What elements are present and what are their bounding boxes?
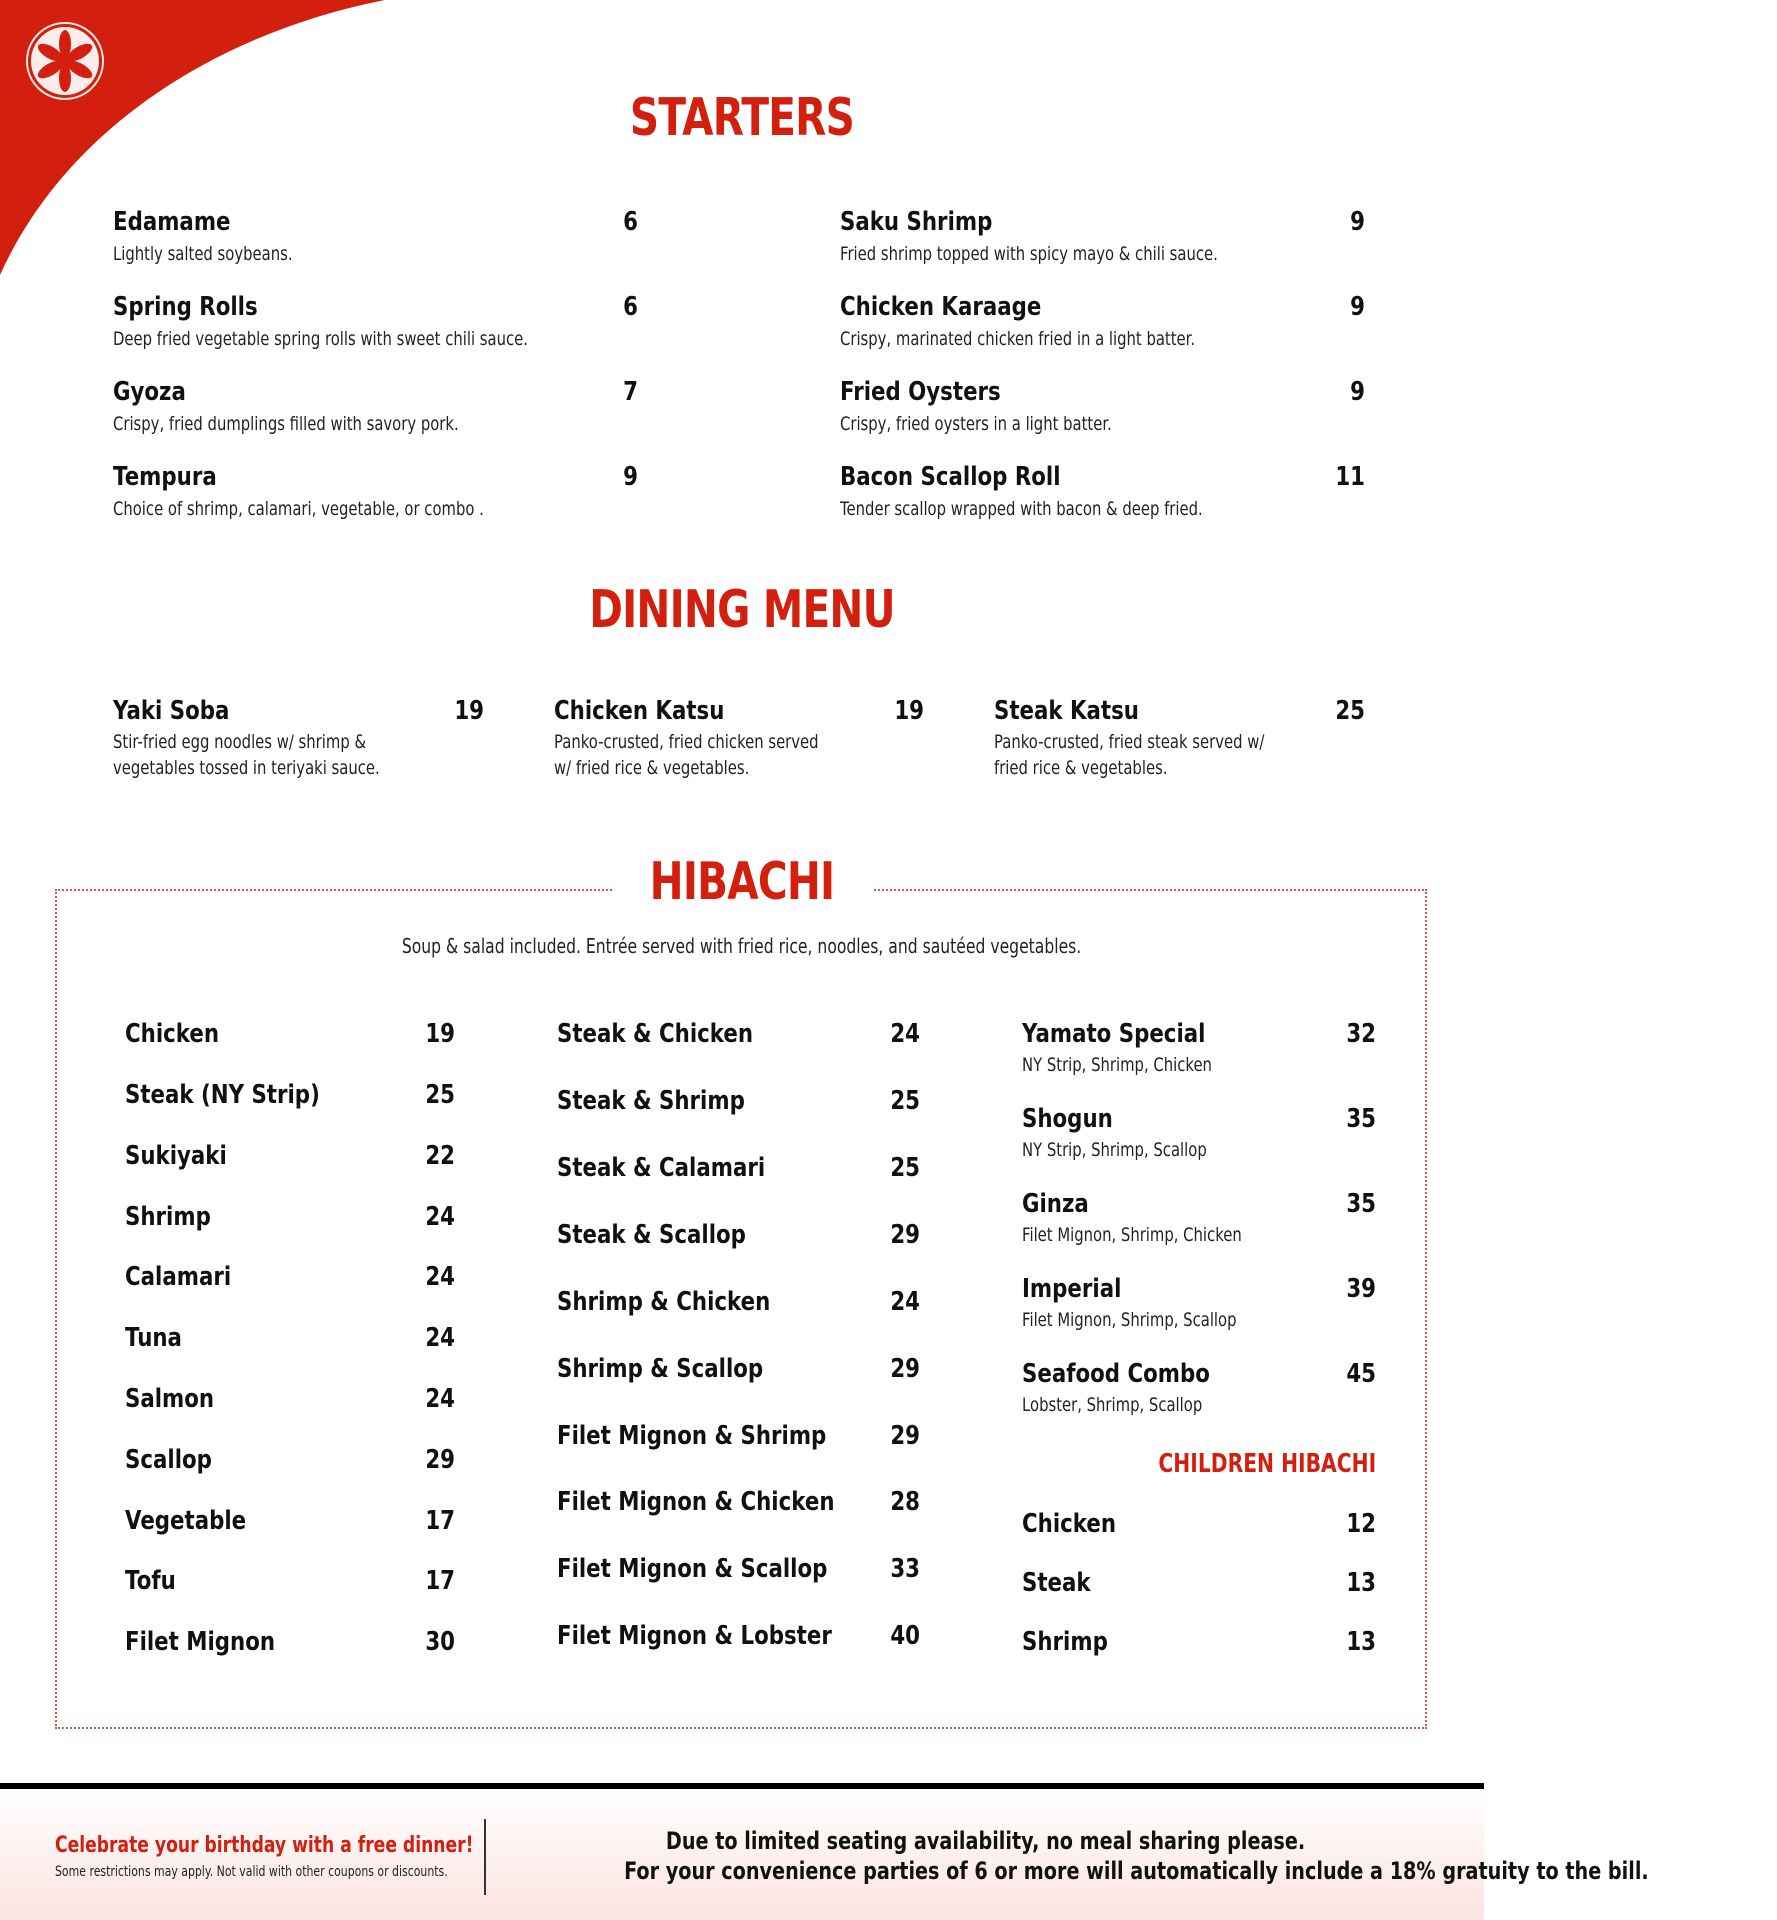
seating-notice-text: Due to limited seating availability, no meal sharing please. <box>666 1827 1306 1855</box>
menu-item-price: 24 <box>890 1019 920 1049</box>
menu-item-name: Ginza <box>1022 1189 1089 1219</box>
children-hibachi-title: CHILDREN HIBACHI <box>1158 1449 1376 1479</box>
menu-item-price: 39 <box>1346 1274 1376 1304</box>
menu-item-price: 9 <box>623 462 638 492</box>
menu-item-price: 9 <box>1350 377 1365 407</box>
menu-item-name: Chicken <box>1022 1509 1117 1539</box>
seating-notice <box>496 1827 1476 1855</box>
menu-item-price: 29 <box>890 1354 920 1384</box>
menu-item-price: 7 <box>623 377 638 407</box>
menu-item-price: 24 <box>425 1202 455 1232</box>
menu-item-price: 6 <box>623 207 638 237</box>
footer-divider <box>484 1819 486 1895</box>
menu-item-price: 24 <box>425 1323 455 1353</box>
menu-item-name: Filet Mignon <box>125 1627 276 1657</box>
menu-item-name: Sukiyaki <box>125 1141 227 1171</box>
menu-item-price: 17 <box>425 1566 455 1596</box>
menu-item-desc: Panko-crusted, fried chicken served w/ fried rice & vegetables. <box>554 731 819 779</box>
menu-item-price: 45 <box>1346 1359 1376 1389</box>
menu-item-price: 9 <box>1350 292 1365 322</box>
menu-item-name: Steak (NY Strip) <box>125 1080 320 1110</box>
menu-item-desc: Stir-fried egg noodles w/ shrimp & vegetables tossed in teriyaki sauce. <box>113 731 380 779</box>
flower-crest-icon <box>27 23 103 99</box>
menu-item-name: Fried Oysters <box>840 377 1001 407</box>
menu-item-name: Filet Mignon & Lobster <box>557 1621 832 1651</box>
menu-item-desc: Tender scallop wrapped with bacon & deep fried. <box>840 498 1203 520</box>
menu-item-desc: Fried shrimp topped with spicy mayo & chili sauce. <box>840 243 1218 265</box>
menu-item-name: Steak <box>1022 1568 1091 1598</box>
birthday-promo-title: Celebrate your birthday with a free dinner! <box>55 1833 474 1858</box>
gratuity-notice-text: For your convenience parties of 6 or more will automatically include a 18% gratuity to the bill. <box>624 1857 1649 1885</box>
hibachi-title: HIBACHI <box>649 852 835 912</box>
menu-item-name: Steak & Chicken <box>557 1019 754 1049</box>
menu-item-name: Yaki Soba <box>113 696 230 726</box>
menu-item-price: 25 <box>890 1153 920 1183</box>
menu-item-price: 6 <box>623 292 638 322</box>
menu-item-price: 24 <box>890 1287 920 1317</box>
menu-item-name: Chicken <box>125 1019 220 1049</box>
menu-item-price: 19 <box>454 696 484 726</box>
menu-item-desc: Lobster, Shrimp, Scallop <box>1022 1394 1203 1416</box>
birthday-promo-note: Some restrictions may apply. Not valid with other coupons or discounts. <box>55 1864 448 1880</box>
menu-item-name: Bacon Scallop Roll <box>840 462 1061 492</box>
menu-item-name: Edamame <box>113 207 231 237</box>
menu-item-name: Shrimp & Chicken <box>557 1287 771 1317</box>
menu-item-name: Shrimp <box>1022 1627 1108 1657</box>
menu-item-price: 35 <box>1346 1104 1376 1134</box>
menu-item-desc: Crispy, fried oysters in a light batter. <box>840 413 1112 435</box>
menu-item-price: 35 <box>1346 1189 1376 1219</box>
menu-item-name: Steak Katsu <box>994 696 1139 726</box>
menu-item-name: Filet Mignon & Chicken <box>557 1487 835 1517</box>
starters-title: STARTERS <box>629 88 855 148</box>
menu-item-price: 13 <box>1346 1627 1376 1657</box>
menu-item-price: 17 <box>425 1506 455 1536</box>
menu-item-desc: NY Strip, Shrimp, Chicken <box>1022 1054 1212 1076</box>
menu-item-desc: Deep fried vegetable spring rolls with sweet chili sauce. <box>113 328 528 350</box>
menu-item-desc: Filet Mignon, Shrimp, Scallop <box>1022 1309 1237 1331</box>
menu-item-price: 12 <box>1346 1509 1376 1539</box>
footer <box>0 1783 1649 1920</box>
menu-item-price: 30 <box>425 1627 455 1657</box>
menu-item-price: 24 <box>425 1384 455 1414</box>
menu-item-name: Imperial <box>1022 1274 1122 1304</box>
menu-item-name: Steak & Shrimp <box>557 1086 745 1116</box>
menu-item-name: Tuna <box>125 1323 182 1353</box>
menu-item-price: 25 <box>1335 696 1365 726</box>
menu-item-price: 24 <box>425 1262 455 1292</box>
menu-item-price: 28 <box>890 1487 920 1517</box>
menu-item-name: Scallop <box>125 1445 212 1475</box>
menu-item-name: Seafood Combo <box>1022 1359 1210 1389</box>
menu-item-name: Chicken Karaage <box>840 292 1042 322</box>
menu-item-desc: Lightly salted soybeans. <box>113 243 293 265</box>
gratuity-notice <box>496 1857 1649 1885</box>
hibachi-note-text: Soup & salad included. Entrée served with fried rice, noodles, and sautéed vegetables. <box>402 934 1082 958</box>
menu-item-name: Chicken Katsu <box>554 696 725 726</box>
dining-title: DINING MENU <box>589 580 895 640</box>
menu-item-price: 29 <box>890 1220 920 1250</box>
menu-item-name: Steak & Calamari <box>557 1153 766 1183</box>
menu-item-name: Gyoza <box>113 377 186 407</box>
menu-item-price: 32 <box>1346 1019 1376 1049</box>
menu-item-price: 40 <box>890 1621 920 1651</box>
menu-item-name: Filet Mignon & Shrimp <box>557 1421 827 1451</box>
menu-item-name: Tofu <box>125 1566 176 1596</box>
menu-item-name: Steak & Scallop <box>557 1220 746 1250</box>
menu-item-name: Shrimp <box>125 1202 211 1232</box>
menu-item-price: 19 <box>894 696 924 726</box>
menu-item-desc: Filet Mignon, Shrimp, Chicken <box>1022 1224 1242 1246</box>
menu-item-name: Spring Rolls <box>113 292 258 322</box>
menu-item-desc: Choice of shrimp, calamari, vegetable, or combo . <box>113 498 484 520</box>
hibachi-note <box>0 934 1484 958</box>
menu-item-desc: NY Strip, Shrimp, Scallop <box>1022 1139 1207 1161</box>
menu-item-price: 13 <box>1346 1568 1376 1598</box>
menu-item-name: Tempura <box>113 462 217 492</box>
menu-item-price: 11 <box>1335 462 1365 492</box>
menu-item-name: Calamari <box>125 1262 232 1292</box>
menu-item-desc: Crispy, fried dumplings filled with savory pork. <box>113 413 459 435</box>
menu-item-price: 19 <box>425 1019 455 1049</box>
menu-item-name: Shrimp & Scallop <box>557 1354 764 1384</box>
menu-item-price: 22 <box>425 1141 455 1171</box>
menu-item-name: Saku Shrimp <box>840 207 993 237</box>
menu-item-price: 33 <box>890 1554 920 1584</box>
menu-item-price: 29 <box>890 1421 920 1451</box>
menu-item-price: 9 <box>1350 207 1365 237</box>
menu-item-desc: Crispy, marinated chicken fried in a light batter. <box>840 328 1196 350</box>
menu-item-name: Yamato Special <box>1022 1019 1206 1049</box>
menu-item-price: 25 <box>890 1086 920 1116</box>
menu-item-price: 25 <box>425 1080 455 1110</box>
menu-item-price: 29 <box>425 1445 455 1475</box>
menu-item-name: Shogun <box>1022 1104 1113 1134</box>
menu-item-name: Filet Mignon & Scallop <box>557 1554 828 1584</box>
menu-item-name: Salmon <box>125 1384 215 1414</box>
menu-item-desc: Panko-crusted, fried steak served w/ fried rice & vegetables. <box>994 731 1265 779</box>
menu-item-name: Vegetable <box>125 1506 247 1536</box>
